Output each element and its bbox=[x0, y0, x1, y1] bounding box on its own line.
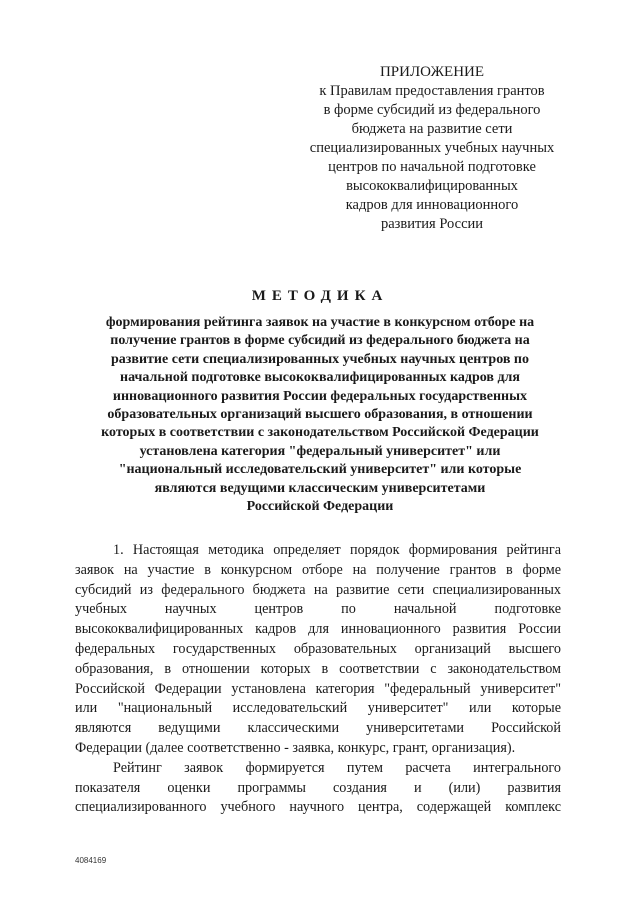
subtitle-line: Российской Федерации bbox=[246, 499, 394, 515]
appendix-line: высококвалифицированных bbox=[346, 178, 518, 194]
subtitle-line: являются ведущими классическим университетами bbox=[154, 480, 486, 496]
subtitle-line: начальной подготовке высококвалифицированных кадров для bbox=[120, 370, 520, 386]
subtitle-line: формирования рейтинга заявок на участие в конкурсном отборе на bbox=[105, 315, 535, 330]
subtitle-line: которых в соответствии с законодательством Российской Федерации bbox=[101, 425, 539, 441]
subtitle-line: "национальный исследовательский университет" или которые bbox=[118, 462, 522, 478]
body-line: федеральных государственных образовательных организаций высшего bbox=[75, 640, 561, 657]
appendix-block bbox=[290, 63, 574, 234]
appendix-line: в форме субсидий из федерального bbox=[323, 102, 541, 118]
body-text bbox=[75, 541, 561, 818]
body-line: 1. Настоящая методика определяет порядок формирования рейтинга bbox=[113, 542, 561, 558]
subtitle-line: получение грантов в форме субсидий из федерального бюджета на bbox=[110, 333, 530, 349]
body-line: заявок на участие в конкурсном отборе на получение грантов в форме bbox=[75, 561, 561, 578]
body-line: учебных научных центров по начальной подготовке bbox=[75, 601, 561, 618]
body-line: или "национальный исследовательский университет" или которые bbox=[75, 700, 561, 717]
body-line: субсидий из федерального бюджета на развитие сети специализированных bbox=[75, 581, 561, 598]
appendix-line: к Правилам предоставления грантов bbox=[319, 83, 545, 99]
body-line: Федерации (далее соответственно - заявка, конкурс, грант, организация). bbox=[75, 739, 516, 756]
body-line: показателя оценки программы создания и (или) развития bbox=[75, 779, 561, 796]
body-line: являются ведущими классическими университетами Российской bbox=[75, 720, 561, 737]
body-line: Российской Федерации установлена категория "федеральный университет" bbox=[75, 680, 561, 697]
appendix-line: центров по начальной подготовке bbox=[328, 159, 536, 175]
appendix-line: кадров для инновационного bbox=[345, 197, 519, 213]
appendix-line: бюджета на развитие сети bbox=[351, 121, 513, 137]
subtitle-line: образовательных организаций высшего образования, в отношении bbox=[107, 407, 533, 423]
document-title: МЕТОДИКА bbox=[251, 288, 389, 304]
subtitle-line: развитие сети специализированных учебных научных центров по bbox=[111, 351, 529, 367]
document-subtitle bbox=[60, 314, 580, 516]
body-line: специализированного учебного научного центра, содержащей комплекс bbox=[75, 799, 561, 816]
subtitle-line: установлена категория "федеральный университет" или bbox=[139, 443, 501, 459]
appendix-line: развития России bbox=[380, 216, 484, 232]
appendix-line: специализированных учебных научных bbox=[309, 140, 555, 156]
body-line: высококвалифицированных кадров для инновационного развития России bbox=[75, 621, 561, 638]
subtitle-line: инновационного развития России федеральных государственных bbox=[112, 388, 528, 404]
body-line: образования, в отношении которых в соответствии с законодательством bbox=[75, 660, 561, 677]
document-code: 4084169 bbox=[75, 856, 107, 865]
body-line: Рейтинг заявок формируется путем расчета интегрального bbox=[113, 759, 561, 776]
appendix-heading: ПРИЛОЖЕНИЕ bbox=[379, 64, 485, 80]
